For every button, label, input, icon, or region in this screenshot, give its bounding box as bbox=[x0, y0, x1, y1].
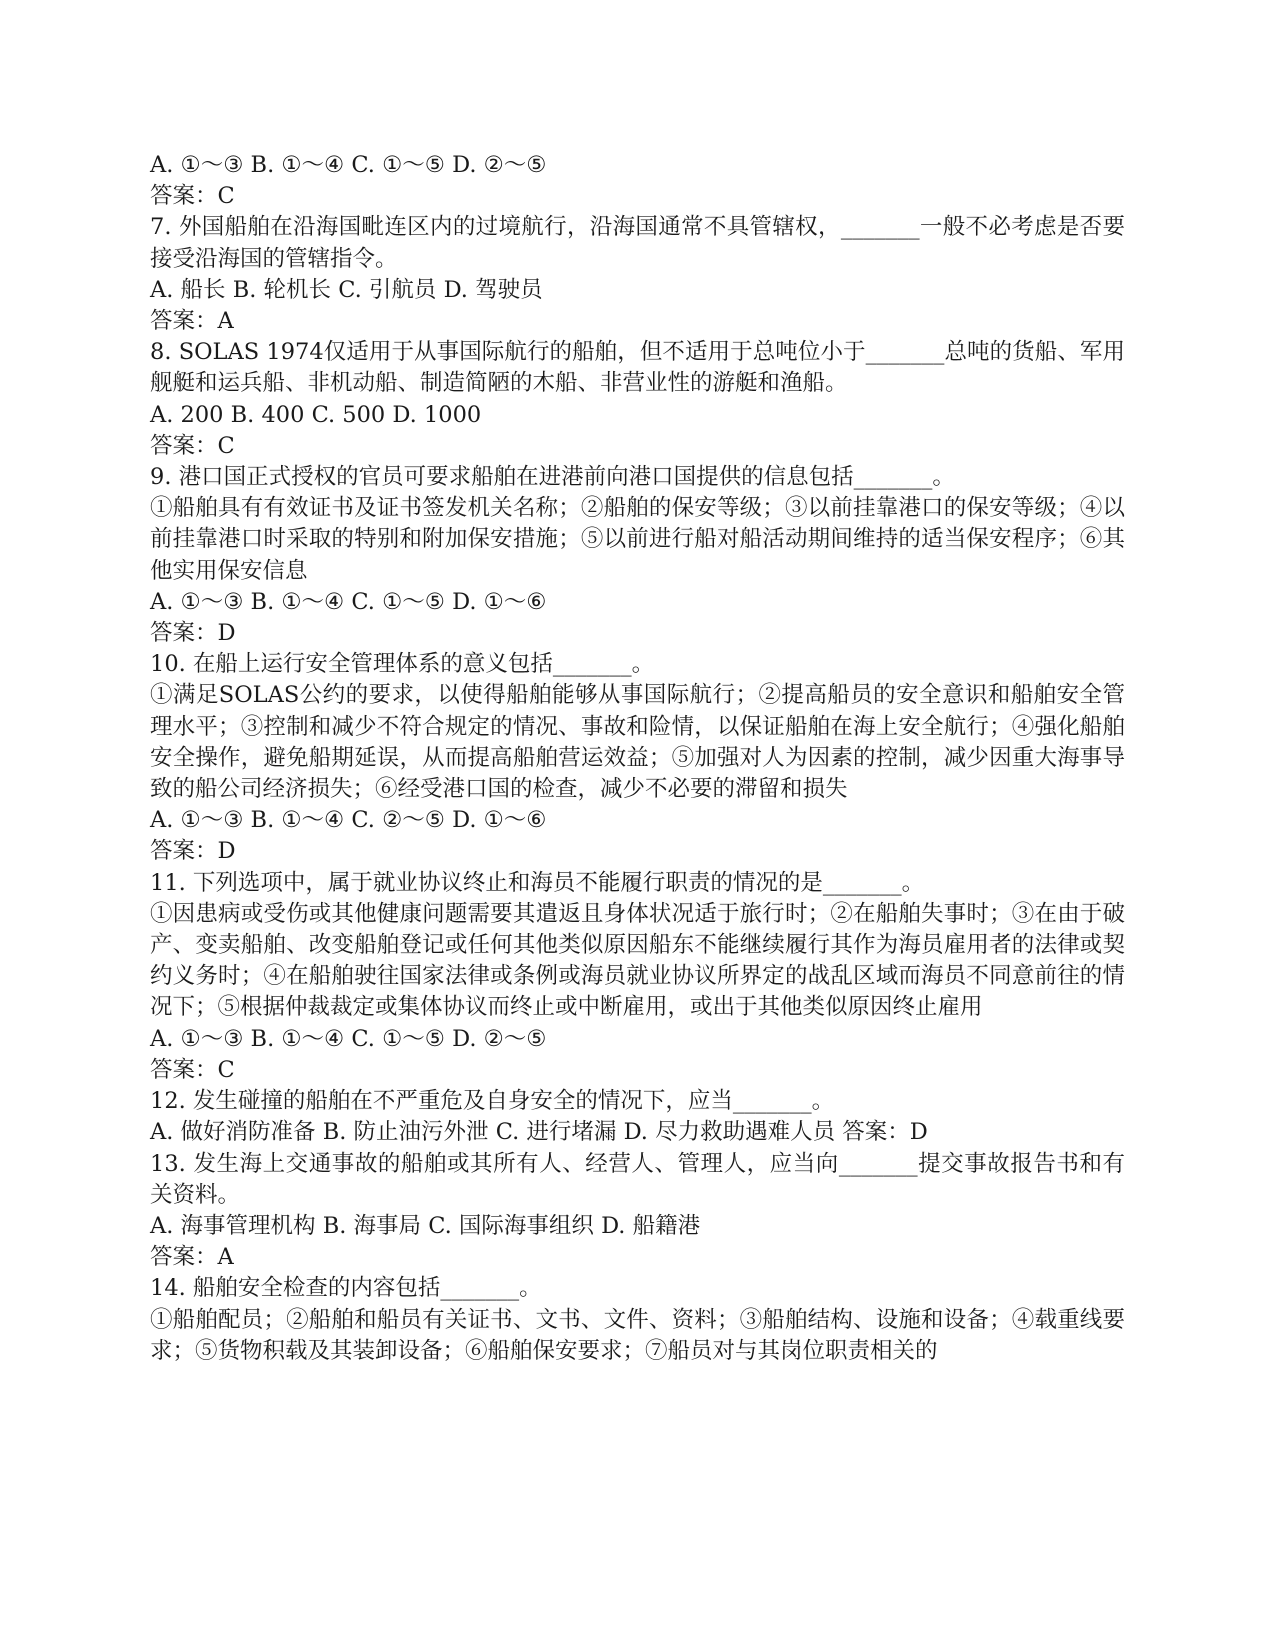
option-line: A. ①～③ B. ①～④ C. ①～⑤ D. ①～⑥ bbox=[150, 588, 547, 615]
option-line: A. ①～③ B. ①～④ C. ①～⑤ D. ②～⑤ bbox=[150, 152, 547, 178]
option-line: A. ①～③ B. ①～④ C. ①～⑤ D. ②～⑤ bbox=[150, 1025, 547, 1052]
answer-line: 答案：D bbox=[150, 620, 236, 647]
question-12: 12. 发生碰撞的船舶在不严重危及自身安全的情况下，应当_______。 bbox=[150, 1088, 835, 1115]
option-line: A. 海事管理机构 B. 海事局 C. 国际海事组织 D. 船籍港 bbox=[150, 1212, 701, 1239]
question-7: 7. 外国船舶在沿海国毗连区内的过境航行，沿海国通常不具管辖权，_______一般不必考虑是否要接受沿海国的管辖指令。 bbox=[150, 214, 1125, 272]
question-10-items: ①满足SOLAS公约的要求，以使得船舶能够从事国际航行；②提高船员的安全意识和船舶安全管理水平；③控制和减少不符合规定的情况、事故和险情，以保证船舶在海上安全航行；④强化船舶安全操作，避免船期延误，从而提高船舶营运效益；⑤加强对人为因素的控制，减少因重大海事导致的船公司经济损失；⑥经受港口国的检查，减少不必要的滞留和损失 bbox=[150, 682, 1125, 803]
answer-line: 答案：A bbox=[150, 1244, 234, 1271]
question-14-items: ①船舶配员；②船舶和船员有关证书、文书、文件、资料；③船舶结构、设施和设备；④载重线要求；⑤货物积载及其装卸设备；⑥船舶保安要求；⑦船员对与其岗位职责相关的 bbox=[150, 1306, 1125, 1364]
option-line: A. 做好消防准备 B. 防止油污外泄 C. 进行堵漏 D. 尽力救助遇难人员 答案：D bbox=[150, 1119, 928, 1146]
question-13: 13. 发生海上交通事故的船舶或其所有人、经营人、管理人，应当向_______提交事故报告书和有关资料。 bbox=[150, 1150, 1125, 1208]
question-10: 10. 在船上运行安全管理体系的意义包括_______。 bbox=[150, 651, 655, 678]
question-9-items: ①船舶具有有效证书及证书签发机关名称；②船舶的保安等级；③以前挂靠港口的保安等级；④以前挂靠港口时采取的特别和附加保安措施；⑤以前进行船对船活动期间维持的适当保安程序；⑥其他实用保安信息 bbox=[150, 495, 1125, 584]
answer-line: 答案：C bbox=[150, 183, 235, 210]
question-11-items: ①因患病或受伤或其他健康问题需要其遣返且身体状况适于旅行时；②在船舶失事时；③在由于破产、变卖船舶、改变船舶登记或任何其他类似原因船东不能继续履行其作为海员雇用者的法律或契约义务时；④在船舶驶往国家法律或条例或海员就业协议所界定的战乱区域而海员不同意前往的情况下；⑤根据仲裁裁定或集体协议而终止或中断雇用，或出于其他类似原因终止雇用 bbox=[150, 900, 1125, 1021]
answer-line: 答案：D bbox=[150, 838, 236, 865]
answer-line: 答案：A bbox=[150, 308, 234, 335]
document-page bbox=[150, 150, 1125, 1367]
answer-line: 答案：C bbox=[150, 432, 235, 459]
answer-line: 答案：C bbox=[150, 1056, 235, 1083]
option-line: A. 200 B. 400 C. 500 D. 1000 bbox=[150, 401, 482, 428]
option-line: A. 船长 B. 轮机长 C. 引航员 D. 驾驶员 bbox=[150, 276, 543, 303]
question-9: 9. 港口国正式授权的官员可要求船舶在进港前向港口国提供的信息包括_______。 bbox=[150, 464, 955, 491]
option-line: A. ①～③ B. ①～④ C. ②～⑤ D. ①～⑥ bbox=[150, 807, 547, 834]
question-14: 14. 船舶安全检查的内容包括_______。 bbox=[150, 1275, 542, 1302]
question-11: 11. 下列选项中，属于就业协议终止和海员不能履行职责的情况的是_______。 bbox=[150, 869, 925, 896]
question-8: 8. SOLAS 1974仅适用于从事国际航行的船舶，但不适用于总吨位小于_______总吨的货船、军用舰艇和运兵船、非机动船、制造简陋的木船、非营业性的游艇和渔船。 bbox=[150, 339, 1125, 397]
